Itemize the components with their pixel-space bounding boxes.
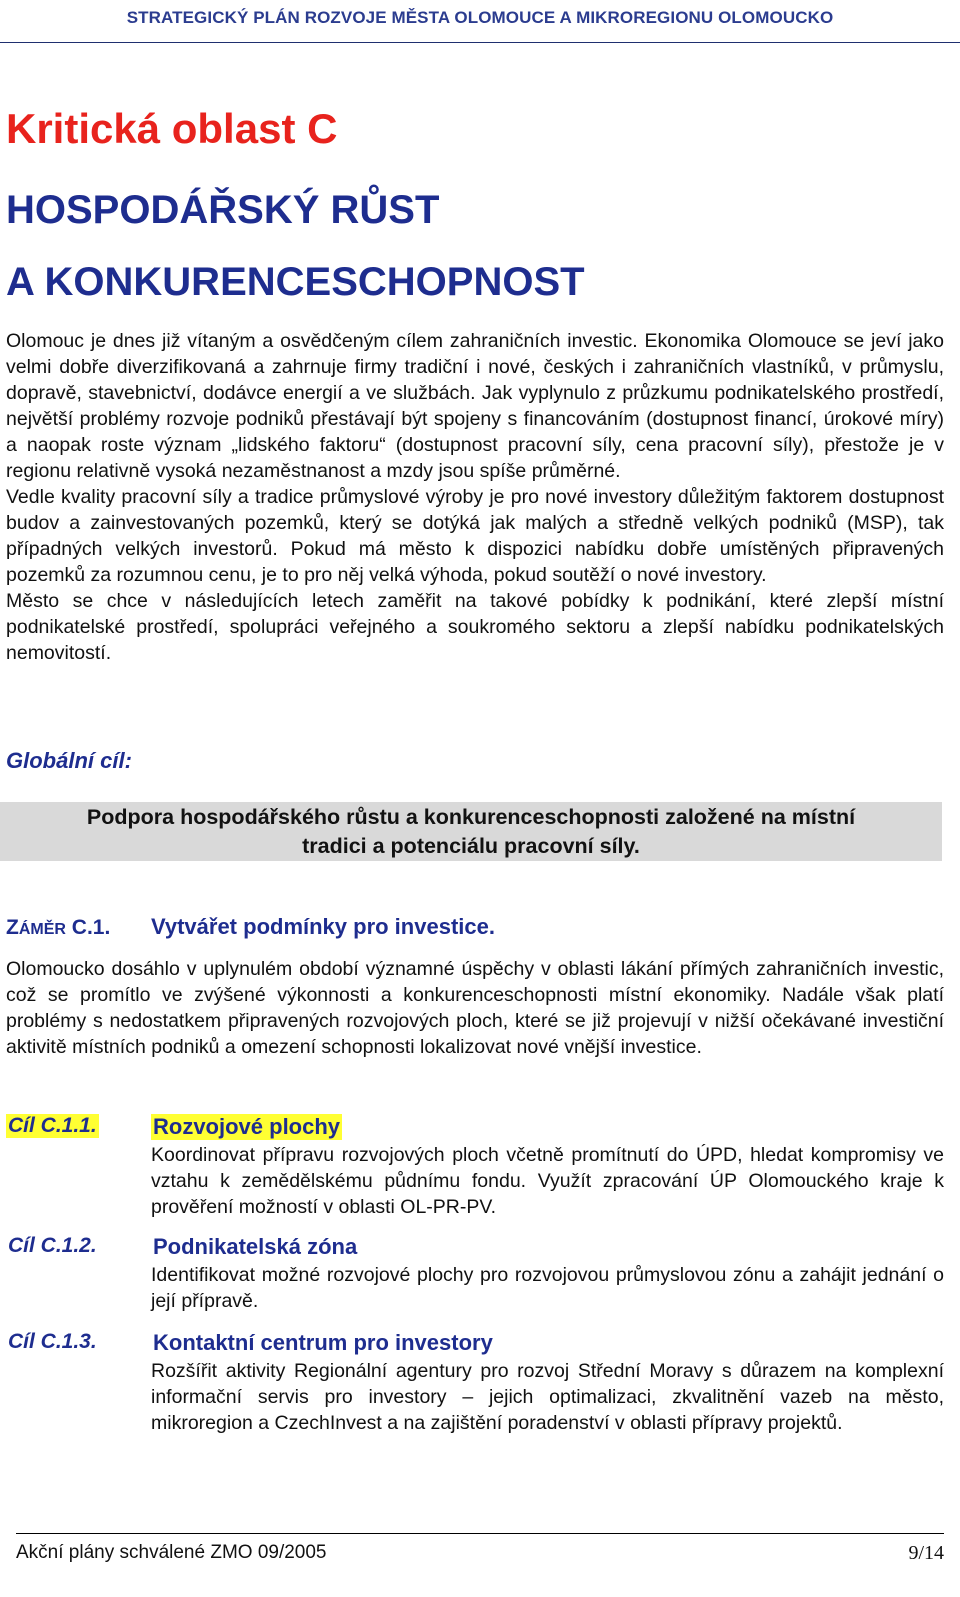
page-number: 9/14 xyxy=(908,1542,944,1564)
goal-text: Rozšířit aktivity Regionální agentury pro rozvoj Střední Moravy s důrazem na komplexní informační servis pro investory – jejich optimalizaci, zkvalitnění vazeb na město, mikroregion a CzechInvest a na zajištění poradenství v oblasti přípravy projektů. xyxy=(151,1360,944,1434)
zamer-initial: Z xyxy=(6,916,19,939)
zamer-heading xyxy=(6,914,944,944)
running-header xyxy=(0,2,960,43)
goal-text: Identifikovat možné rozvojové plochy pro rozvojovou průmyslovou zónu a zahájit jednání o její přípravě. xyxy=(151,1264,944,1312)
goal-title: Rozvojové plochy xyxy=(153,1114,341,1139)
intro-paragraph-1: Olomouc je dnes již vítaným a osvědčeným cílem zahraničních investic. Ekonomika Olomouce se jeví jako velmi dobře diverzifikovaná a zahrnuje firmy tradiční i nové, českých i zahraničních vlastníků, v průmyslu, dopravě, stavebnictví, dodávce energií a ve službách. Jak vyplynulo z průzkumu podnikatelského prostředí, největší problémy rozvoje podniků přestávají být spojeny s financováním (dostupnost financí, úrokové míry) a naopak roste význam „lidského faktoru“ (dostupnost pracovní síly, cena pracovní síly), přestože je v regionu relativně vysoká nezaměstnanost a mzdy jsou spíše průměrné. xyxy=(6,330,944,482)
goal-title: Podnikatelská zóna xyxy=(153,1234,358,1259)
header-title: STRATEGICKÝ PLÁN ROZVOJE MĚSTA OLOMOUCE A MIKROREGIONU OLOMOUCKO xyxy=(126,8,834,27)
global-goal-line1: Podpora hospodářského růstu a konkurenceschopnosti založené na místní xyxy=(86,805,856,829)
goal-text: Koordinovat přípravu rozvojových ploch včetně promítnutí do ÚPD, hledat kompromisy ve vztahu k zemědělskému půdnímu fondu. Využít zpracování ÚP Olomouckého kraje k prověření možností v oblasti OL-PR-PV. xyxy=(151,1144,944,1218)
global-goal-label: Globální cíl: xyxy=(6,748,132,773)
zamer-code xyxy=(6,916,110,940)
section-title-line2: A KONKURENCESCHOPNOST xyxy=(6,260,585,304)
global-goal-box xyxy=(0,802,942,861)
intro-paragraph-3: Město se chce v následujících letech zaměřit na takové pobídky k podnikání, které zlepší místní podnikatelské prostředí, spolupráci veřejného a soukromého sektoru a zlepší nabídku podnikatelských nemovitostí. xyxy=(6,590,944,664)
intro-paragraph-2: Vedle kvality pracovní síly a tradice průmyslové výroby je pro nové investory důležitým faktorem dostupnost budov a zainvestovaných pozemků, který se dotýká jak malých a středně velkých podniků (MSP), tak případných velkých investorů. Pokud má město k dispozici nabídku dobře umístěných připravených pozemků za rozumnou cenu, je to pro něj velká výhoda, pokud soutěží o nové investory. xyxy=(6,486,944,586)
goal-title: Kontaktní centrum pro investory xyxy=(153,1330,493,1355)
intro-text xyxy=(6,328,944,666)
section-title-line1: HOSPODÁŘSKÝ RŮST xyxy=(6,188,440,232)
critical-area-title: Kritická oblast C xyxy=(6,105,338,152)
zamer-text: Olomoucko dosáhlo v uplynulém období významné úspěchy v oblasti lákání přímých zahraničních investic, což se promítlo ve zvýšené výkonnosti a konkurenceschopnosti místní ekonomiky. Nadále však platí problémy s nedostatkem připravených rozvojových ploch, které se již projevují v nižší očekávané investiční aktivitě místních podniků a omezení schopnosti lokalizovat nové vnější investice. xyxy=(6,958,944,1058)
zamer-number: C.1. xyxy=(65,916,111,939)
goal-code: Cíl C.1.2. xyxy=(8,1234,97,1257)
goal-code: Cíl C.1.3. xyxy=(8,1330,97,1353)
goal-code: Cíl C.1.1. xyxy=(8,1114,97,1137)
zamer-word-rest: ÁMĚR xyxy=(18,921,66,938)
footer-left-text: Akční plány schválené ZMO 09/2005 xyxy=(16,1542,327,1563)
zamer-title: Vytvářet podmínky pro investice. xyxy=(151,914,495,939)
page-footer xyxy=(16,1533,944,1570)
global-goal-line2: tradici a potenciálu pracovní síly. xyxy=(302,834,640,858)
